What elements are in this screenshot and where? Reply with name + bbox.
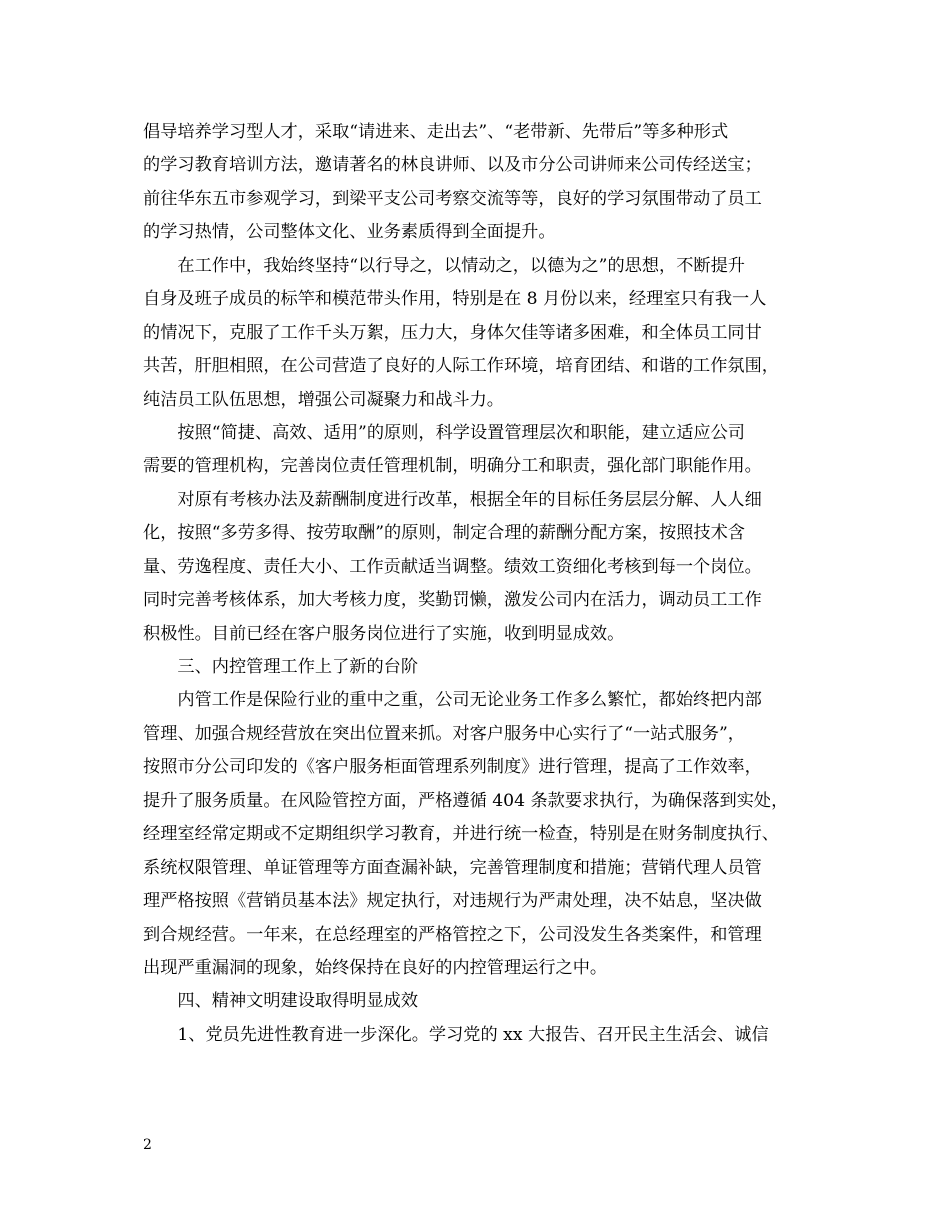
text-line: 管理、加强合规经营放在突出位置来抓。对客户服务中心实行了“一站式服务”，: [143, 723, 745, 744]
text-line: 共苦，肝胆相照，在公司营造了良好的人际工作环境，培育团结、和谐的工作氛围，: [143, 356, 779, 377]
text-line: 对原有考核办法及薪酬制度进行改革，根据全年的目标任务层层分解、人人细: [143, 489, 762, 510]
text-line: 量、劳逸程度、责任大小、工作贡献适当调整。绩效工资细化考核到每一个岗位。: [143, 556, 762, 577]
text-line: 内管工作是保险行业的重中之重，公司无论业务工作多么繁忙，都始终把内部: [143, 690, 762, 711]
text-line: 积极性。目前已经在客户服务岗位进行了实施，收到明显成效。: [143, 623, 625, 644]
text-line: 化，按照“多劳多得、按劳取酬”的原则，制定合理的薪酬分配方案，按照技术含: [143, 523, 745, 544]
text-line: 前往华东五市参观学习，到梁平支公司考察交流等等，良好的学习氛围带动了员工: [143, 188, 762, 209]
text-line: 到合规经营。一年来，在总经理室的严格管控之下，公司没发生各类案件，和管理: [143, 924, 762, 945]
text-line: 需要的管理机构，完善岗位责任管理机制，明确分工和职责，强化部门职能作用。: [143, 456, 762, 477]
page-number: 2: [143, 1137, 152, 1153]
text-line: 1、党员先进性教育进一步深化。学习党的 xx 大报告、召开民主生活会、诚信: [143, 1024, 769, 1045]
text-line: 的情况下，克服了工作千头万絮，压力大，身体欠佳等诸多困难，和全体员工同甘: [143, 322, 762, 343]
text-line: 系统权限管理、单证管理等方面查漏补缺，完善管理制度和措施；营销代理人员管: [143, 857, 762, 878]
text-line: 纯洁员工队伍思想，增强公司凝聚力和战斗力。: [143, 389, 504, 410]
text-line: 在工作中，我始终坚持“以行导之，以情动之，以德为之”的思想，不断提升: [143, 255, 745, 276]
text-line: 按照“简捷、高效、适用”的原则，科学设置管理层次和职能，建立适应公司: [143, 422, 745, 443]
text-line: 四、精神文明建设取得明显成效: [143, 991, 419, 1012]
body-text: [143, 116, 833, 1052]
text-line: 按照市分公司印发的《客户服务柜面管理系列制度》进行管理，提高了工作效率，: [143, 757, 762, 778]
text-line: 经理室经常定期或不定期组织学习教育，并进行统一检查，特别是在财务制度执行、: [143, 824, 779, 845]
text-line: 倡导培养学习型人才，采取“请进来、走出去”、“老带新、先带后”等多种形式: [143, 122, 729, 142]
text-line: 理严格按照《营销员基本法》规定执行，对违规行为严肃处理，决不姑息，坚决做: [143, 891, 762, 912]
text-line: 出现严重漏洞的现象，始终保持在良好的内控管理运行之中。: [143, 957, 608, 978]
text-line: 三、内控管理工作上了新的台阶: [143, 657, 419, 677]
text-line: 的学习教育培训方法，邀请著名的林良讲师、以及市分公司讲师来公司传经送宝；: [143, 155, 762, 176]
text-line: 的学习热情，公司整体文化、业务素质得到全面提升。: [143, 222, 556, 243]
text-line: 自身及班子成员的标竿和模范带头作用，特别是在 8 月份以来，经理室只有我一人: [143, 289, 767, 310]
text-line: 同时完善考核体系，加大考核力度，奖勤罚懒，激发公司内在活力，调动员工工作: [143, 590, 762, 611]
text-line: 提升了服务质量。在风险管控方面，严格遵循 404 条款要求执行，为确保落到实处，: [143, 790, 789, 811]
